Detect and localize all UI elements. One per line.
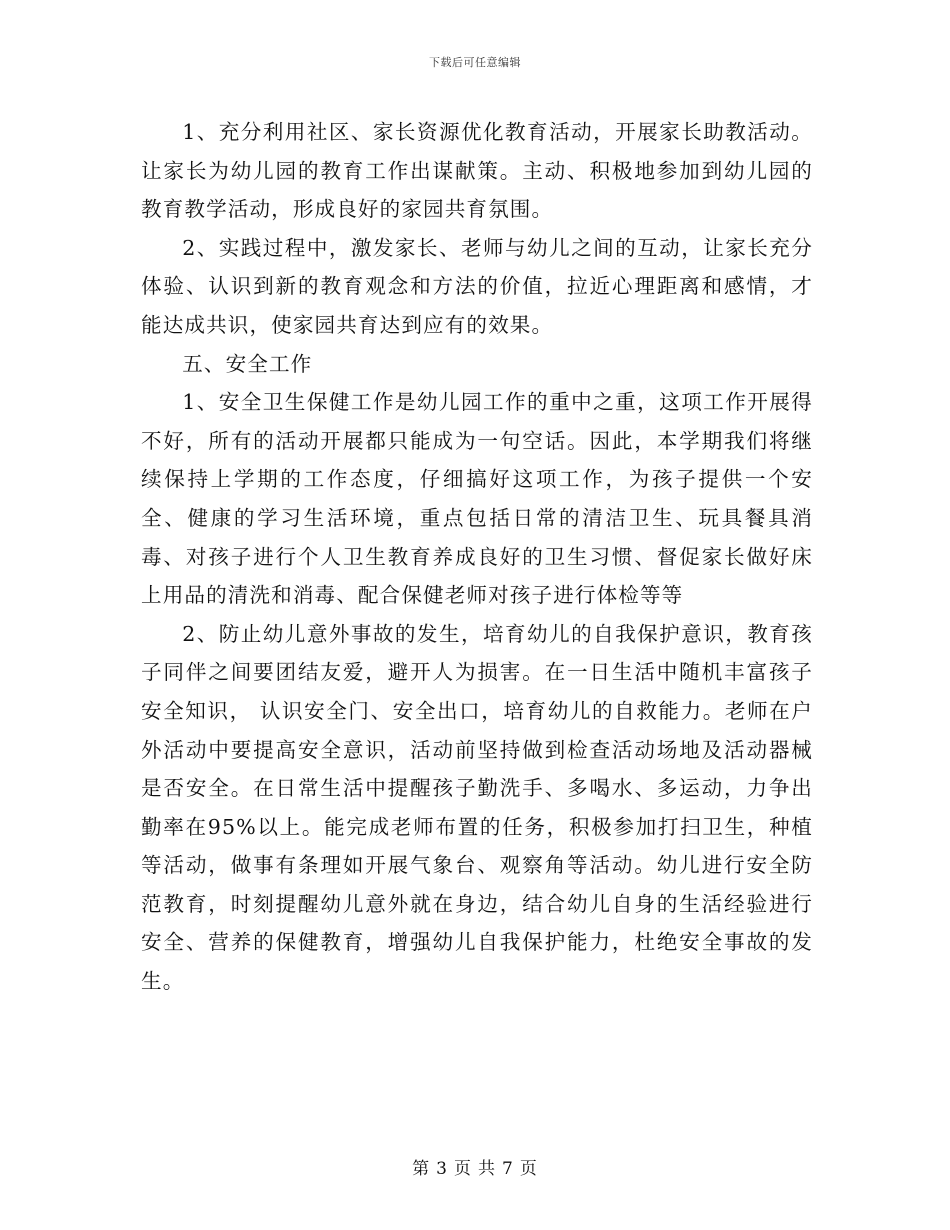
paragraph-practice-interaction: 2、实践过程中，激发家长、老师与幼儿之间的互动，让家长充分体验、认识到新的教育观念和方法的价值，拉近心理距离和感情，才能达成共识，使家园共育达到应有的效果。 (141, 235, 813, 337)
footer-page-word: 页 (454, 1159, 472, 1179)
document-body (141, 113, 813, 1001)
footer-current-page: 3 (436, 1159, 448, 1179)
page-footer (0, 1154, 950, 1179)
paragraph-parent-resources: 1、充分利用社区、家长资源优化教育活动，开展家长助教活动。让家长为幼儿园的教育工作出谋献策。主动、积极地参加到幼儿园的教育教学活动，形成良好的家园共育氛围。 (141, 120, 813, 222)
section-heading-safety: 五、安全工作 (182, 351, 313, 376)
footer-suffix: 页 (519, 1159, 538, 1179)
page-header: 下载后可任意编辑 (429, 56, 521, 69)
footer-total-word: 共 (478, 1159, 496, 1179)
paragraph-hygiene-health: 1、安全卫生保健工作是幼儿园工作的重中之重，这项工作开展得不好，所有的活动开展都只能成为一句空话。因此，本学期我们将继续保持上学期的工作态度，仔细搞好这项工作，为孩子提供一个安全、健康的学习生活环境，重点包括日常的清洁卫生、玩具餐具消毒、对孩子进行个人卫生教育养成良好的卫生习惯、督促家长做好床上用品的清洗和消毒、配合保健老师对孩子进行体检等等 (141, 390, 813, 608)
footer-total-pages: 7 (502, 1159, 514, 1179)
footer-prefix: 第 (412, 1159, 431, 1179)
paragraph-accident-prevention: 2、防止幼儿意外事故的发生，培育幼儿的自我保护意识，教育孩子同伴之间要团结友爱，避开人为损害。在一日生活中随机丰富孩子安全知识， 认识安全门、安全出口，培育幼儿的自救能力。老师在户外活动中要提高安全意识，活动前坚持做到检查活动场地及活动器械是否安全。在日常生活中提醒孩子勤洗手、多喝水、多运动，力争出勤率在95%以上。能完成老师布置的任务，积极参加打扫卫生，种植等活动，做事有条理如开展气象台、观察角等活动。幼儿进行安全防范教育，时刻提醒幼儿意外就在身边，结合幼儿自身的生活经验进行安全、营养的保健教育，增强幼儿自我保护能力，杜绝安全事故的发生。 (141, 621, 813, 994)
